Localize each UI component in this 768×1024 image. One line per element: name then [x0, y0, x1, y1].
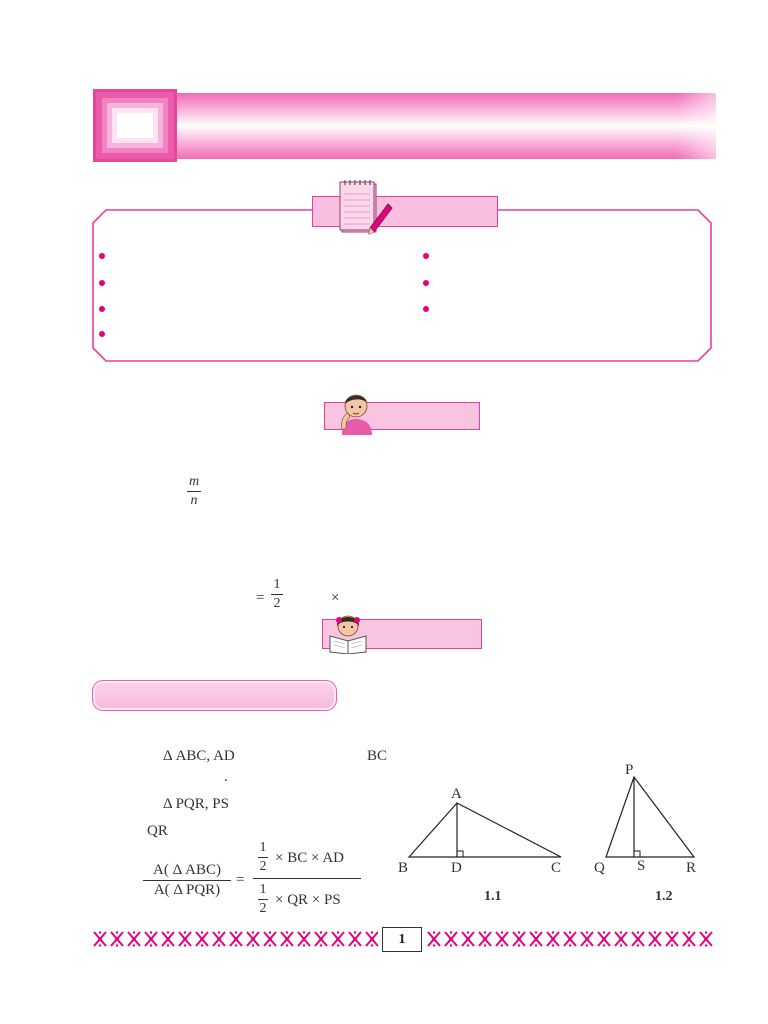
footer-ornament-left — [92, 930, 378, 948]
footer-ornament-icon — [211, 930, 227, 948]
objective-bullet — [99, 280, 105, 286]
fraction-denominator: n — [190, 493, 198, 508]
area-ratio-rhs — [253, 840, 361, 916]
footer-ornament-icon — [330, 930, 346, 948]
section-heading-pill — [92, 680, 337, 711]
figure-triangle-pqr — [592, 763, 702, 885]
fraction-numerator: m — [188, 474, 200, 489]
objective-bullet — [99, 306, 105, 312]
footer-ornament-icon — [579, 930, 595, 948]
footer-ornament-icon — [545, 930, 561, 948]
thinking-boy-icon — [336, 389, 376, 435]
footer-ornament-icon — [92, 930, 108, 948]
rhs-top-half — [258, 841, 268, 874]
fraction-numerator: 1 — [259, 882, 267, 897]
footer-ornament-icon — [460, 930, 476, 948]
footer-ornament-icon — [143, 930, 159, 948]
footer-ornament-icon — [630, 930, 646, 948]
chapter-banner — [93, 89, 716, 162]
rhs-top-product: × BC × AD — [275, 850, 345, 866]
fraction-numerator: 1 — [273, 577, 281, 592]
footer-ornament-icon — [364, 930, 378, 948]
footer-ornament-icon — [596, 930, 612, 948]
vertex-label-d: D — [451, 860, 462, 876]
footer-ornament-icon — [228, 930, 244, 948]
ratio-equals-sign: = — [236, 872, 245, 888]
page-footer — [92, 927, 714, 952]
footer-ornament-icon — [313, 930, 329, 948]
objective-bullet — [99, 331, 105, 337]
objective-bullet — [423, 306, 429, 312]
vertex-label-a: A — [451, 786, 462, 802]
vertex-label-p: P — [625, 762, 634, 778]
sentence-period: . — [224, 769, 228, 785]
side-qr-text: QR — [147, 823, 168, 839]
footer-ornament-icon — [681, 930, 697, 948]
notepad-pencil-icon — [336, 178, 396, 238]
objective-bullet — [423, 280, 429, 286]
footer-ornament-icon — [613, 930, 629, 948]
triangle-abc-altitude-text: Δ ABC, AD — [163, 748, 235, 764]
footer-ornament-icon — [528, 930, 544, 948]
objective-bullet — [423, 253, 429, 259]
footer-ornament-right — [426, 930, 714, 948]
footer-ornament-icon — [126, 930, 142, 948]
fraction-denominator: 2 — [259, 859, 267, 874]
vertex-label-c: C — [551, 860, 562, 876]
fraction-denominator: 2 — [259, 901, 267, 916]
footer-ornament-icon — [160, 930, 176, 948]
footer-ornament-icon — [262, 930, 278, 948]
fraction-numerator: 1 — [259, 840, 267, 855]
main-fraction-bar — [253, 878, 361, 879]
footer-ornament-icon — [698, 930, 714, 948]
footer-ornament-icon — [194, 930, 210, 948]
footer-ornament-icon — [109, 930, 125, 948]
triangle-pqr-altitude-text: Δ PQR, PS — [163, 796, 229, 812]
vertex-label-r: R — [686, 860, 697, 876]
page-number: 1 — [382, 927, 422, 952]
area-ratio-lhs — [143, 863, 231, 898]
footer-ornament-icon — [245, 930, 261, 948]
area-pqr: A( Δ PQR) — [153, 882, 221, 898]
chapter-title-strip — [173, 93, 716, 159]
vertex-label-q: Q — [594, 860, 605, 876]
fraction-one-half — [271, 578, 283, 611]
side-bc-text: BC — [367, 748, 388, 764]
footer-ornament-icon — [494, 930, 510, 948]
footer-ornament-icon — [347, 930, 363, 948]
vertex-label-b: B — [398, 860, 409, 876]
chapter-number-box — [93, 89, 177, 162]
fraction-denominator: 2 — [273, 596, 281, 611]
figure-triangle-abc — [396, 783, 572, 883]
objective-bullet — [99, 253, 105, 259]
equals-sign: = — [256, 590, 265, 606]
fraction-m-over-n — [187, 475, 201, 508]
footer-ornament-icon — [511, 930, 527, 948]
figure-caption-1-2: 1.2 — [655, 889, 673, 904]
footer-ornament-icon — [177, 930, 193, 948]
vertex-label-s: S — [637, 858, 646, 874]
footer-ornament-icon — [443, 930, 459, 948]
footer-ornament-icon — [296, 930, 312, 948]
footer-ornament-icon — [562, 930, 578, 948]
footer-ornament-icon — [279, 930, 295, 948]
figure-caption-1-1: 1.1 — [484, 889, 502, 904]
footer-ornament-icon — [664, 930, 680, 948]
reading-girl-icon — [326, 612, 370, 654]
footer-ornament-icon — [647, 930, 663, 948]
times-sign: × — [331, 590, 340, 606]
rhs-bottom-product: × QR × PS — [275, 892, 341, 908]
objectives-panel — [92, 209, 712, 362]
footer-ornament-icon — [426, 930, 442, 948]
area-abc: A( Δ ABC) — [153, 862, 221, 878]
footer-ornament-icon — [477, 930, 493, 948]
rhs-bottom-half — [258, 883, 268, 916]
